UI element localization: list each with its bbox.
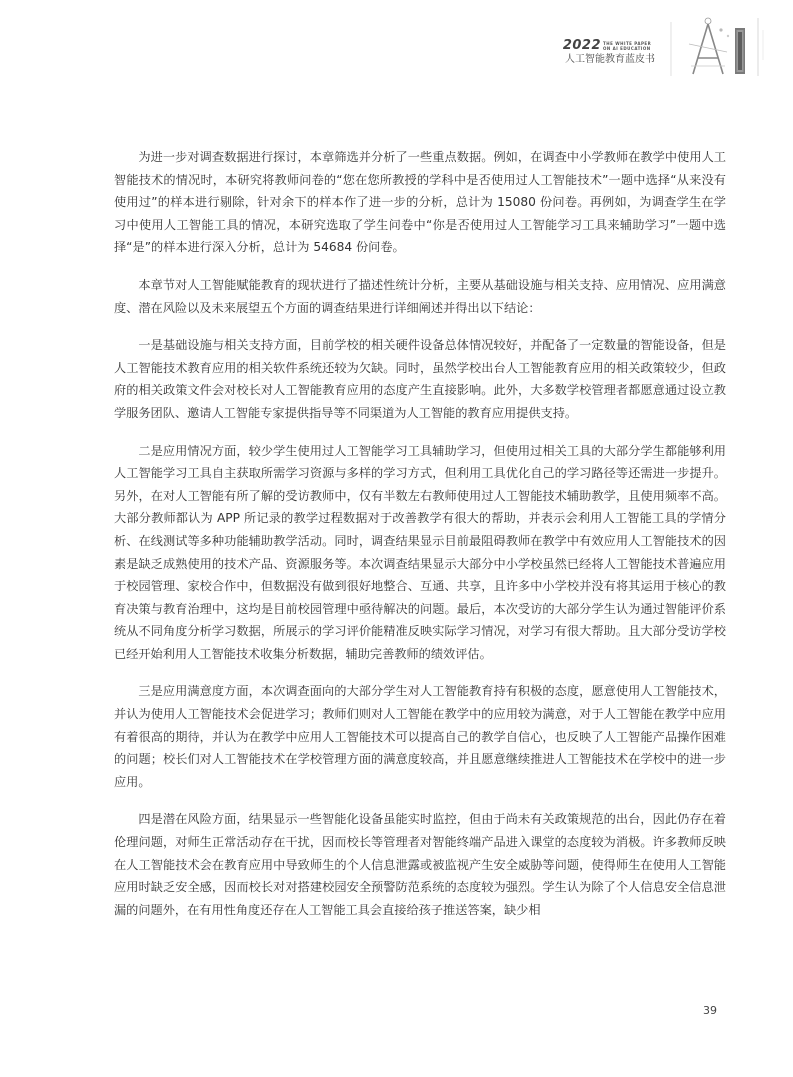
paragraph: 三是应用满意度方面，本次调查面向的大部分学生对人工智能教育持有积极的态度，愿意使用人工智能技术，并认为使用人工智能技术会促进学习；教师们则对人工智能在教学中的应用较为满意，对于人工智能在教学中应用有着很高的期待，并认为在教学中应用人工智能技术可以提高自己的教学自信心，也反映了人工智能产品操作困难的问题；校长们对人工智能技术在学校管理方面的满意度较高，并且愿意继续推进人工智能技术在学校中的进一步应用。 <box>114 684 726 789</box>
page-number: 39 <box>703 1004 717 1017</box>
paragraph: 二是应用情况方面，较少学生使用过人工智能学习工具辅助学习，但使用过相关工具的大部分学生都能够利用人工智能学习工具自主获取所需学习资源与多样的学习方式，但利用工具优化自己的学习路径等还需进一步提升。另外，在对人工智能有所了解的受访教师中，仅有半数左右教师使用过人工智能技术辅助教学，且使用频率不高。大部分教师都认为 APP 所记录的教学过程数据对于改善教学有很大的帮助，并表示会利用人工智能工具的学情分析、在线测试等多种功能辅助教学活动。同时，调查结果显示目前最阻碍教师在教学中有效应用人工智能技术的因素是缺乏成熟使用的技术产品、资源服务等。本次调查结果显示大部分中小学校虽然已经将人工智能技术普遍应用于校园管理、家校合作中，但数据没有做到很好地整合、互通、共享，且许多中小学校并没有将其运用于核心的教育决策与教育治理中，这均是目前校园管理中亟待解决的问题。最后，本次受访的大部分学生认为通过智能评价系统从不同角度分析学习数据，所展示的学习评价能精准反映实际学习情况，对学习有很大帮助。且大部分受访学校已经开始利用人工智能技术收集分析数据，辅助完善教师的绩效评估。 <box>114 443 726 661</box>
paragraph: 四是潜在风险方面，结果显示一些智能化设备虽能实时监控，但由于尚未有关政策规范的出台，因此仍存在着伦理问题，对师生正常活动存在干扰，因而校长等管理者对智能终端产品进入课堂的态度较为消极。许多教师反映在人工智能技术会在教育应用中导致师生的个人信息泄露或被监视产生安全威胁等问题，使得师生在使用人工智能应用时缺乏安全感，因而校长对对搭建校园安全预警防范系统的态度较为强烈。学生认为除了个人信息安全信息泄漏的问题外，在有用性角度还存在人工智能工具会直接给孩子推送答案，缺少相 <box>114 812 726 917</box>
paragraph: 为进一步对调查数据进行探讨，本章筛选并分析了一些重点数据。例如，在调查中小学教师在教学中使用人工智能技术的情况时，本研究将教师问卷的“您在您所教授的学科中是否使用过人工智能技术”一题中选择“从来没有使用过”的样本进行剔除，针对余下的样本作了进一步的分析，总计为 15080 份问卷。再例如，为调查学生在学习中使用人工智能工具的情况，本研究选取了学生问卷中“你是否使用过人工智能学习工具来辅助学习”一题中选择“是”的样本进行深入分析，总计为 54684 份问卷。 <box>114 150 726 255</box>
ai-logo-icon <box>659 14 771 78</box>
header-year: 2022 <box>562 38 601 53</box>
header-year-line <box>563 38 655 53</box>
header-title: 人工智能教育蓝皮书 <box>565 54 655 65</box>
body-text <box>114 146 726 936</box>
paragraph: 本章节对人工智能赋能教育的现状进行了描述性统计分析，主要从基础设施与相关支持、应用情况、应用满意度、潜在风险以及未来展望五个方面的调查结果进行详细阐述并得出以下结论： <box>114 277 726 315</box>
header-subtitle-en: THE WHITE PAPER ON AI EDUCATION <box>603 40 652 51</box>
paragraph: 一是基础设施与相关支持方面，目前学校的相关硬件设备总体情况较好，并配备了一定数量的智能设备，但是人工智能技术教育应用的相关软件系统还较为欠缺。同时，虽然学校出台人工智能教育应用的相关政策较少，但政府的相关政策文件会对校长对人工智能教育应用的态度产生直接影响。此外，大多数学校管理者都愿意通过设立教学服务团队、邀请人工智能专家提供指导等不同渠道为人工智能的教育应用提供支持。 <box>114 338 726 420</box>
running-header <box>563 38 655 66</box>
